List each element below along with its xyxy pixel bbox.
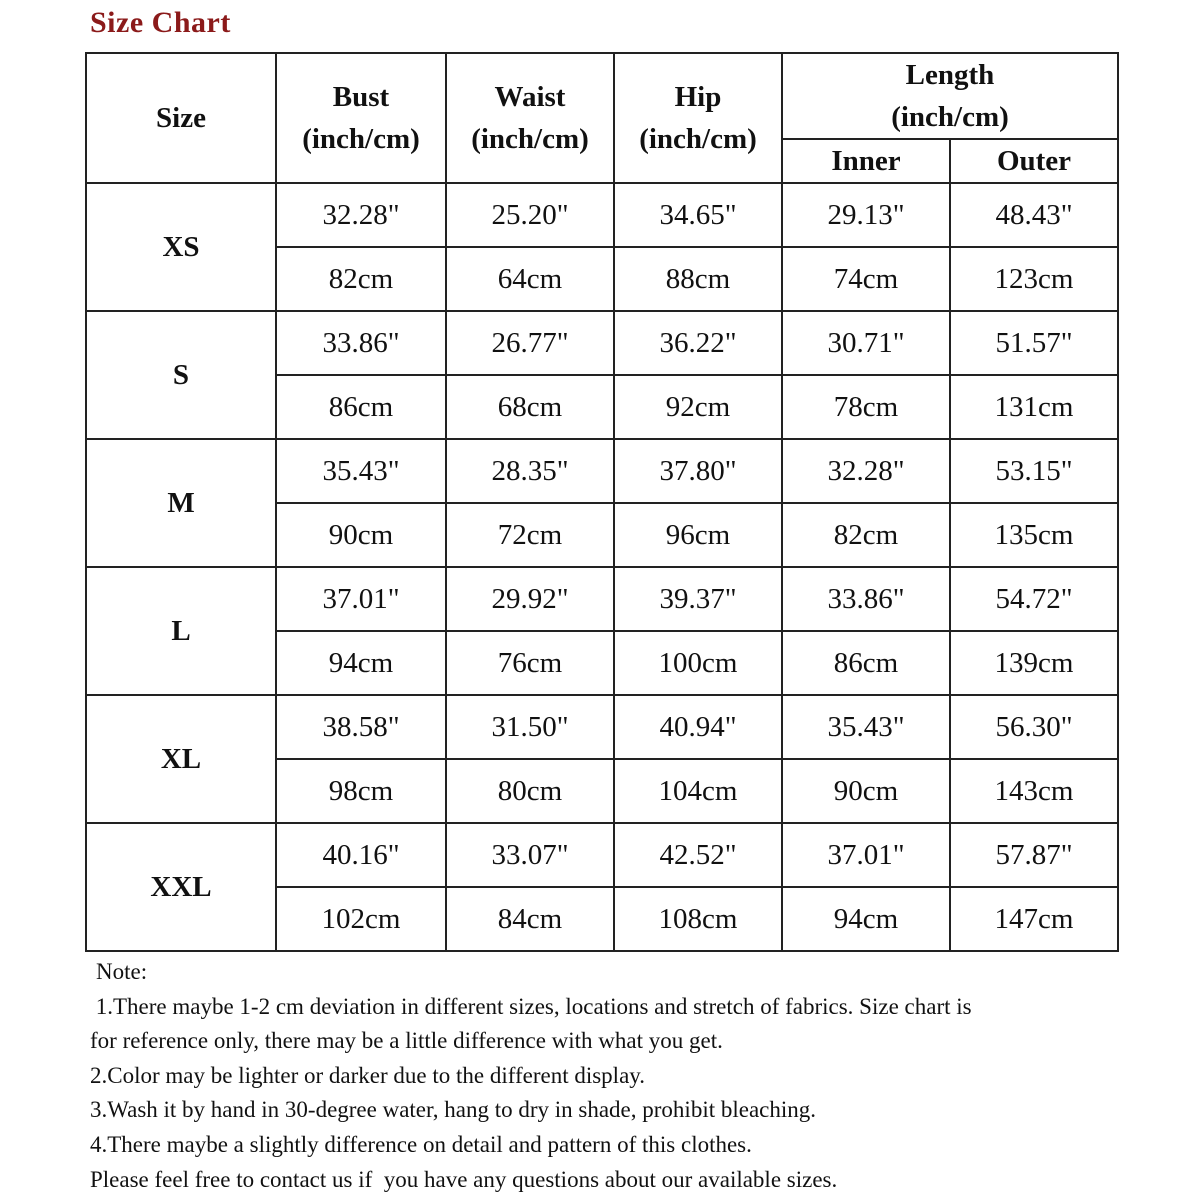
cm-value: 108cm [614,887,782,951]
size-label: XS [86,183,276,311]
cm-value: 92cm [614,375,782,439]
note-line: 3.Wash it by hand in 30-degree water, hang to dry in shade, prohibit bleaching. [90,1097,817,1123]
cm-value: 131cm [950,375,1118,439]
cm-value: 86cm [276,375,446,439]
size-label: S [86,311,276,439]
cm-value: 102cm [276,887,446,951]
inch-value: 26.77" [446,311,614,375]
inch-value: 40.94" [614,695,782,759]
cm-value: 94cm [782,887,950,951]
cm-value: 104cm [614,759,782,823]
cm-value: 139cm [950,631,1118,695]
cm-value: 96cm [614,503,782,567]
inch-value: 35.43" [782,695,950,759]
note-line: 1.There maybe 1-2 cm deviation in different sizes, locations and stretch of fabrics. Size chart is [90,993,972,1019]
inch-value: 38.58" [276,695,446,759]
table-row [86,311,1118,375]
inch-value: 36.22" [614,311,782,375]
cm-value: 98cm [276,759,446,823]
inch-value: 37.80" [614,439,782,503]
cm-value: 64cm [446,247,614,311]
header-length-outer: Outer [950,139,1118,183]
inch-value: 56.30" [950,695,1118,759]
cm-value: 82cm [782,503,950,567]
cm-value: 80cm [446,759,614,823]
notes-section [90,955,1120,1197]
inch-value: 48.43" [950,183,1118,247]
inch-value: 29.13" [782,183,950,247]
header-waist: Waist (inch/cm) [446,53,614,183]
table-row [86,567,1118,631]
note-line: for reference only, there may be a little difference with what you get. [90,1028,723,1054]
table-row [86,183,1118,247]
inch-value: 33.86" [276,311,446,375]
inch-value: 29.92" [446,567,614,631]
inch-value: 39.37" [614,567,782,631]
header-hip: Hip (inch/cm) [614,53,782,183]
inch-value: 51.57" [950,311,1118,375]
table-row [86,439,1118,503]
table-row [86,695,1118,759]
inch-value: 25.20" [446,183,614,247]
cm-value: 143cm [950,759,1118,823]
inch-value: 37.01" [276,567,446,631]
cm-value: 84cm [446,887,614,951]
inch-value: 33.07" [446,823,614,887]
inch-value: 40.16" [276,823,446,887]
inch-value: 28.35" [446,439,614,503]
cm-value: 78cm [782,375,950,439]
inch-value: 35.43" [276,439,446,503]
cm-value: 86cm [782,631,950,695]
inch-value: 37.01" [782,823,950,887]
size-label: M [86,439,276,567]
cm-value: 72cm [446,503,614,567]
inch-value: 53.15" [950,439,1118,503]
cm-value: 88cm [614,247,782,311]
cm-value: 76cm [446,631,614,695]
cm-value: 123cm [950,247,1118,311]
inch-value: 42.52" [614,823,782,887]
table-row [86,823,1118,887]
cm-value: 100cm [614,631,782,695]
inch-value: 54.72" [950,567,1118,631]
cm-value: 90cm [276,503,446,567]
note-line: 2.Color may be lighter or darker due to the different display. [90,1062,646,1088]
size-label: L [86,567,276,695]
header-size: Size [86,53,276,183]
page-title: Size Chart [90,6,231,39]
inch-value: 34.65" [614,183,782,247]
notes-heading: Note: [96,959,148,984]
note-line: Please feel free to contact us if you have any questions about our available sizes. [90,1166,838,1192]
header-length: Length (inch/cm) [782,53,1118,139]
cm-value: 82cm [276,247,446,311]
inch-value: 30.71" [782,311,950,375]
note-line: 4.There maybe a slightly difference on detail and pattern of this clothes. [90,1131,752,1157]
cm-value: 90cm [782,759,950,823]
inch-value: 57.87" [950,823,1118,887]
cm-value: 94cm [276,631,446,695]
inch-value: 31.50" [446,695,614,759]
size-rows [86,183,1118,951]
cm-value: 135cm [950,503,1118,567]
cm-value: 68cm [446,375,614,439]
header-bust: Bust (inch/cm) [276,53,446,183]
inch-value: 32.28" [276,183,446,247]
cm-value: 147cm [950,887,1118,951]
size-chart-table [85,52,1119,952]
inch-value: 32.28" [782,439,950,503]
header-length-inner: Inner [782,139,950,183]
inch-value: 33.86" [782,567,950,631]
cm-value: 74cm [782,247,950,311]
size-label: XXL [86,823,276,951]
size-label: XL [86,695,276,823]
